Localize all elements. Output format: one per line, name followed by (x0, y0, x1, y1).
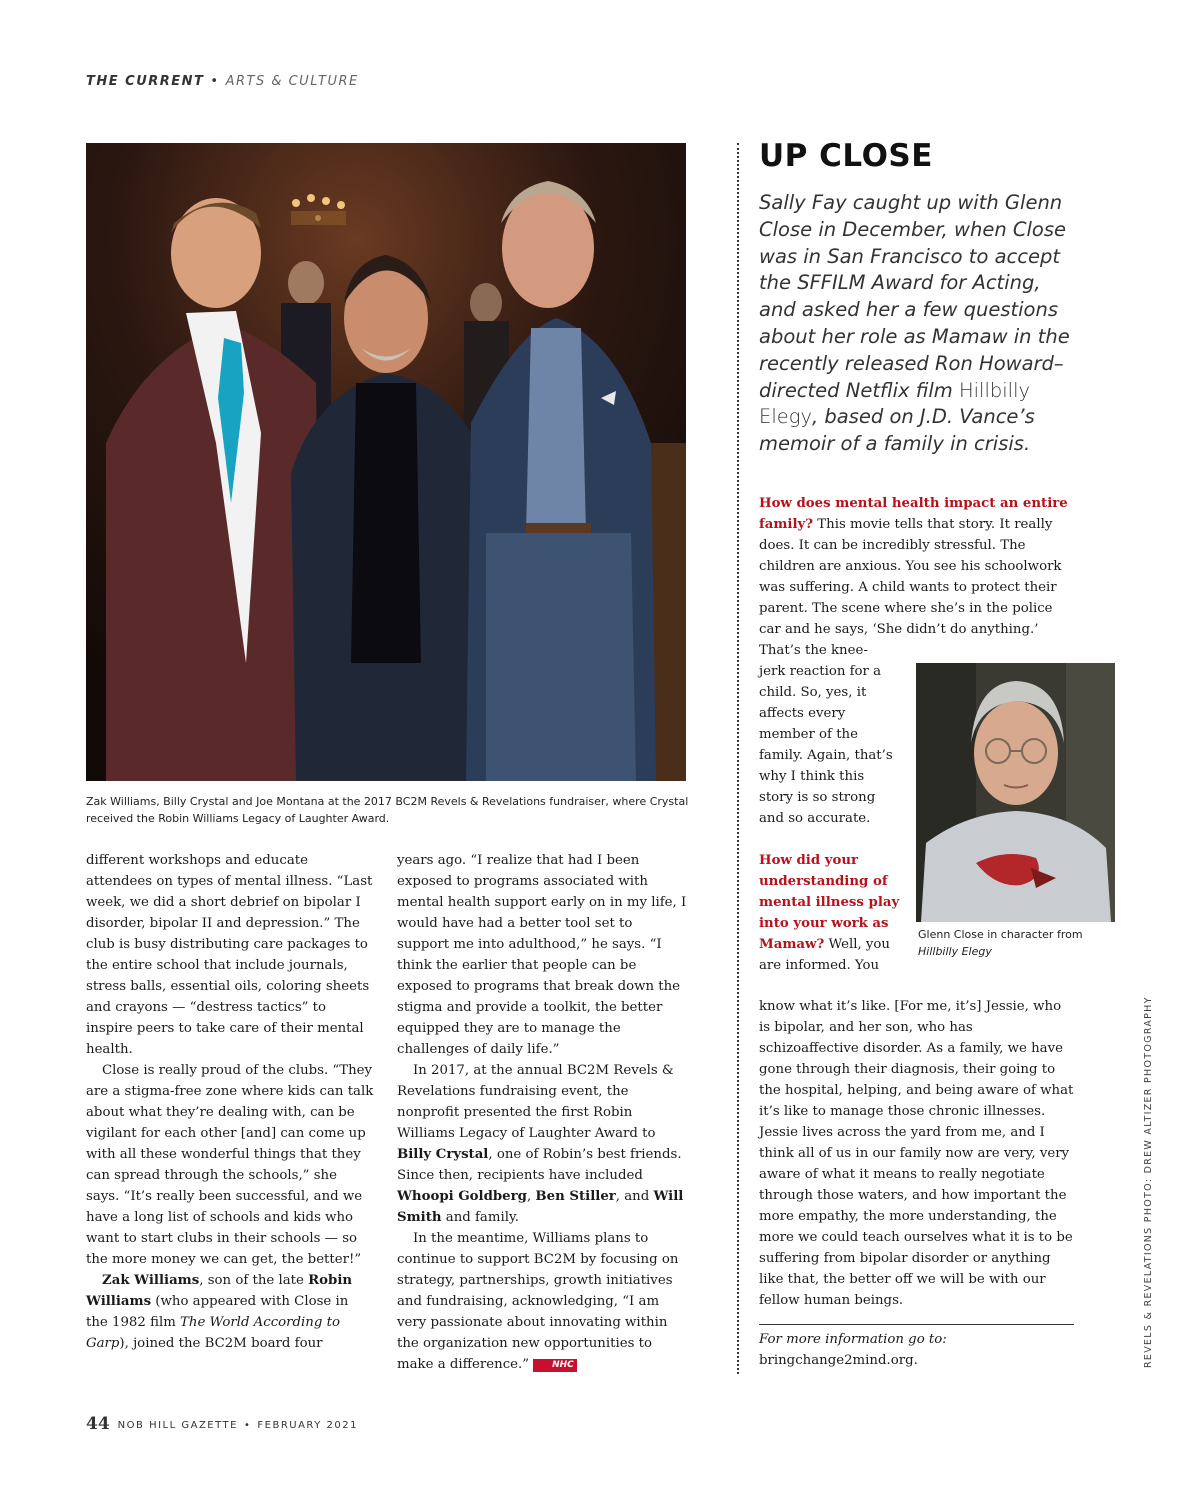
text-run: ), joined the BC2M board four (119, 1336, 323, 1351)
answer-2-part-2: know what it’s like. [For me, it’s] Jessie, who is bipolar, and her son, who has schizoaffective disorder. As a family, we have gone through their diagnosis, their going to the hospital, helping, and being aware of what it’s like to manage those chronic illnesses. Jessie lives across the yard from me, and I think all of us in our family now are very, very aware of what it means to really negotiate through those waters, and how important the more empathy, the more understanding, the more we could teach ourselves what it is to be suffering from bipolar disorder or anything like that, the better off we will be with our fellow human beings. (759, 999, 1074, 1308)
glenn-close-photo (916, 663, 1115, 922)
article-paragraph (86, 1270, 374, 1354)
text-run: , (526, 1189, 536, 1204)
issue-date: FEBRUARY 2021 (257, 1420, 358, 1431)
end-mark-logo: NHC (533, 1359, 577, 1372)
publication-name: NOB HILL GAZETTE (117, 1420, 238, 1431)
qa-block-1-continued (759, 640, 894, 829)
name-robin-williams: Robin Williams (86, 1273, 353, 1309)
qa-block-2-continued (759, 996, 1074, 1311)
more-info-link: bringchange2mind.org. (759, 1353, 918, 1368)
name-will-smith: Will Smith (397, 1189, 684, 1225)
film-title: The World According to Garp (86, 1315, 340, 1351)
qa-block-1 (759, 493, 1074, 640)
text-run: (who appeared with Close in the 1982 film (86, 1294, 349, 1330)
section-separator: • (210, 74, 220, 89)
more-info-rule (759, 1324, 1074, 1325)
name-whoopi-goldberg: Whoopi Goldberg (397, 1189, 527, 1204)
text-run: and family. (441, 1210, 519, 1225)
name-ben-stiller: Ben Stiller (535, 1189, 616, 1204)
sidebar-intro (759, 190, 1079, 458)
qa-block-2 (759, 850, 904, 976)
caption-film-title: Hillbilly Elegy (918, 945, 992, 958)
glenn-photo-caption (918, 926, 1108, 960)
text-run: , son of the late (199, 1273, 309, 1288)
photo-credit: REVELS & REVELATIONS PHOTO: DREW ALTIZER PHOTOGRAPHY (1143, 996, 1154, 1368)
article-column-1 (86, 850, 374, 1354)
intro-film-title: Hillbilly Elegy (759, 378, 1031, 429)
text-run: , one of Robin’s best friends. Since then, recipients have included (397, 1147, 682, 1183)
question-1: How does mental health impact an entire family? (759, 496, 1068, 532)
name-billy-crystal: Billy Crystal (397, 1147, 489, 1162)
page-number: 44 (86, 1414, 110, 1434)
answer-1-part-2: That’s the knee-jerk reaction for a child. So, yes, it affects every member of the family. Again, that’s why I think this story is so strong and so accurate. (759, 643, 893, 826)
text-run: In the meantime, Williams plans to continue to support BC2M by focusing on strategy, partnerships, growth initiatives and fundraising, acknowledging, “I am very passionate about innovating within the organization new opportunities to make a difference.” (397, 1231, 679, 1372)
intro-text: Sally Fay caught up with Glenn Close in December, when Close was in San Francisco to accept the SFFILM Award for Acting, and asked her a few questions about her role as Mamaw in the recently released Ron Howard–directed Netflix film (759, 191, 1070, 402)
section-name: THE CURRENT (86, 74, 205, 89)
main-photo-caption: Zak Williams, Billy Crystal and Joe Montana at the 2017 BC2M Revels & Revelations fundraiser, where Crystal received the Robin Williams Legacy of Laughter Award. (86, 795, 689, 825)
name-zak-williams: Zak Williams (102, 1273, 200, 1288)
more-info-label: For more information go to: (759, 1332, 947, 1347)
sidebar-title: UP CLOSE (759, 138, 933, 174)
text-run: , and (615, 1189, 654, 1204)
footer-separator: • (243, 1420, 252, 1431)
text-run: In 2017, at the annual BC2M Revels & Revelations fundraising event, the nonprofit presented the first Robin Williams Legacy of Laughter Award to (397, 1063, 674, 1141)
article-paragraph (397, 1228, 687, 1375)
subsection-name: ARTS & CULTURE (225, 74, 359, 89)
caption-text: Glenn Close in character from (918, 928, 1083, 941)
article-column-2 (397, 850, 687, 1375)
sidebar-dotted-rule (737, 143, 739, 1374)
article-paragraph: Close is really proud of the clubs. “They are a stigma-free zone where kids can talk about what they’re dealing with, can be vigilant for each other [and] can come up with all these wonderful things that they can spread through the schools,” she says. “It’s really been successful, and we have a long list of schools and kids who want to start clubs in their schools — so the more money we can get, the better!” (86, 1063, 374, 1267)
main-event-photo (86, 143, 686, 781)
question-2: How did your understanding of mental illness play into your work as Mamaw? (759, 853, 900, 952)
answer-2-part-1: Well, you are informed. You (759, 937, 890, 973)
page-footer (86, 1414, 358, 1434)
section-header (86, 74, 359, 89)
intro-text: , based on J.D. Vance’s memoir of a family in crisis. (759, 405, 1035, 456)
article-paragraph (397, 1060, 687, 1228)
article-paragraph: different workshops and educate attendees on types of mental illness. “Last week, we did a short debrief on bipolar I disorder, bipolar II and depression.” The club is busy distributing care packages to the entire school that include journals, stress balls, essential oils, coloring sheets and crayons — “destress tactics” to inspire peers to take care of their mental health. (86, 853, 373, 1057)
article-paragraph: years ago. “I realize that had I been exposed to programs associated with mental health support early on in my life, I would have had a better tool set to support me into adulthood,” he says. “I think the earlier that people can be exposed to programs that break down the stigma and provide a toolkit, the better equipped they are to manage the challenges of daily life.” (397, 853, 687, 1057)
answer-1-part-1: This movie tells that story. It really does. It can be incredibly stressful. The children are anxious. You see his schoolwork was suffering. A child wants to protect their parent. The scene where she’s in the police car and he says, ‘She didn’t do anything.’ (759, 517, 1062, 637)
